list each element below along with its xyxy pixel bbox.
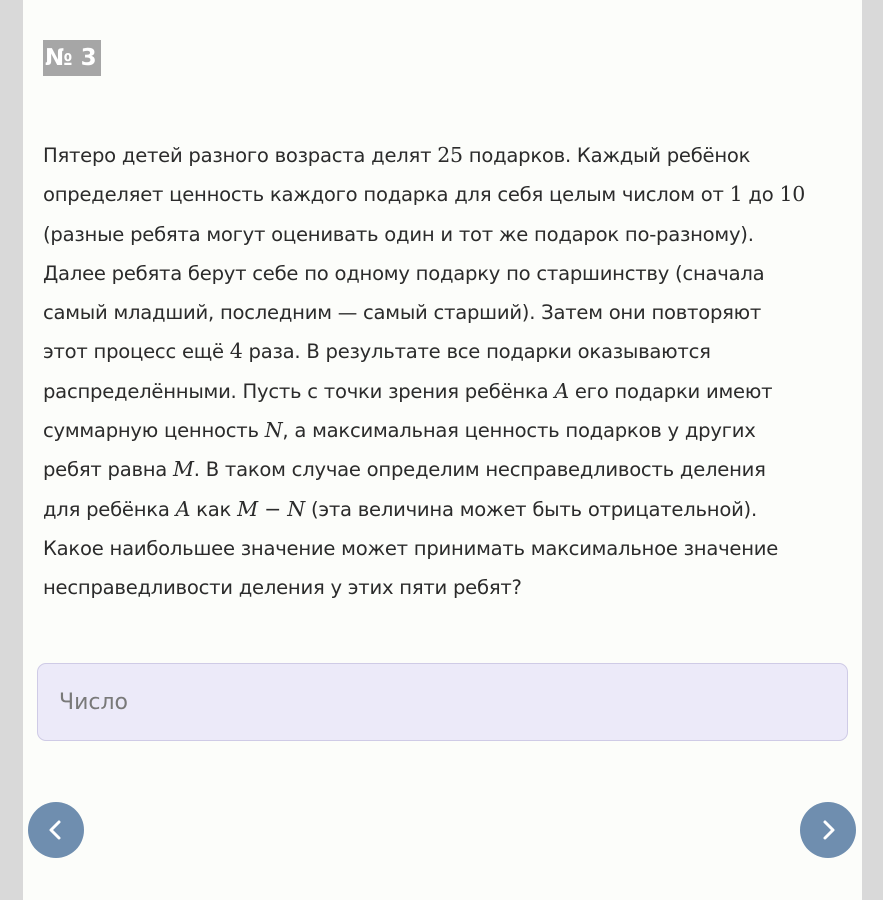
problem-line [43,254,843,293]
problem-text-segment: несправедливости деления у этих пяти ребят? [43,576,522,600]
problem-line [43,568,843,607]
problem-statement [43,136,843,608]
problem-text-segment: (эта величина может быть отрицательной). [304,497,757,521]
problem-text-segment: подарков. Каждый ребёнок [462,144,751,167]
math-number: − [257,496,288,521]
problem-line [43,529,843,568]
problem-text-segment: Пятеро детей разного возраста делят [43,144,438,167]
problem-line [43,490,843,529]
problem-text-segment: определяет ценность каждого подарка для себя целым числом от [43,183,730,207]
problem-text-segment: , а максимальная ценность подарков у других [282,419,756,443]
problem-line [43,332,843,371]
chevron-left-icon [44,818,68,842]
problem-text-segment: распределёнными. Пусть с точки зрения ребёнка [43,379,555,403]
problem-text-segment: Далее ребята берут себе по одному подарку по старшинству (сначала [43,261,765,285]
next-button[interactable] [800,802,856,858]
math-number: 25 [437,143,463,167]
problem-line [43,450,843,489]
problem-line [43,293,843,332]
problem-line [43,136,843,175]
problem-card [23,0,862,900]
problem-line [43,215,843,254]
problem-text-segment: ребят равна [43,458,174,482]
math-variable: N [264,418,283,443]
problem-text-segment: суммарную ценность [43,419,265,443]
problem-text-segment: . В таком случае определим несправедливость деления [193,458,766,482]
math-number: 10 [779,182,806,207]
answer-input[interactable] [37,663,848,741]
problem-line [43,411,843,450]
math-number: 4 [229,339,243,364]
math-number: 1 [729,182,743,207]
problem-text-segment: для ребёнка [43,497,176,521]
problem-text-segment: самый младший, последним — самый старший). Затем они повторяют [43,301,762,325]
problem-line [43,175,843,214]
problem-text-segment: этот процесс ещё [43,340,230,364]
problem-text-segment: Какое наибольшее значение может принимать максимальное значение [43,536,779,560]
problem-text-segment: раза. В результате все подарки оказываются [242,340,711,364]
problem-number-badge: № 3 [43,40,101,76]
math-variable: A [554,378,569,403]
problem-text-segment: как [190,497,238,521]
problem-line [43,372,843,411]
problem-text-segment: (разные ребята могут оценивать один и тот же подарок по-разному). [43,222,754,246]
problem-text-segment: до [742,183,780,207]
problem-text-segment: его подарки имеют [568,379,773,403]
math-variable: M [173,457,194,482]
math-variable: N [287,496,305,521]
chevron-right-icon [816,818,840,842]
math-variable: A [175,496,191,521]
math-variable: M [237,496,258,521]
previous-button[interactable] [28,802,84,858]
